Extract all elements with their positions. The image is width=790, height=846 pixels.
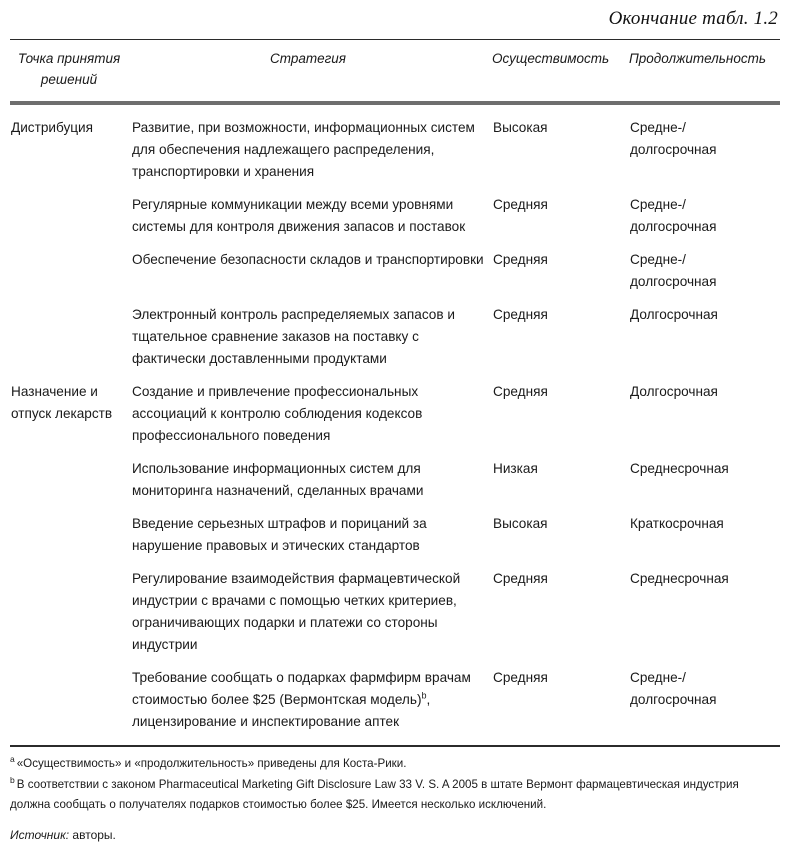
cell-decision-point: Дистрибуция xyxy=(11,119,94,135)
table-row xyxy=(10,370,780,447)
cell-decision-point xyxy=(10,557,132,656)
column-header-feasibility: Осуществимость xyxy=(492,51,610,66)
table-row xyxy=(10,502,780,557)
cell-strategy-text-tail: , лицензирование и инспектирование аптек xyxy=(132,692,431,730)
footnote-marker-a: a xyxy=(10,754,15,765)
cell-duration: Среднесрочная xyxy=(630,461,729,477)
cell-decision-point xyxy=(10,238,132,293)
cell-strategy: Введение серьезных штрафов и порицаний за нарушение правовых и этических стандартов xyxy=(132,516,427,554)
footnotes-section xyxy=(10,747,780,845)
cell-feasibility: Средняя xyxy=(493,571,548,587)
cell-strategy-text-main: Требование сообщать о подарках фармфирм врачам стоимостью более $25 (Вермонтская модель) xyxy=(132,670,471,708)
footnote-b xyxy=(10,775,780,815)
cell-feasibility: Средняя xyxy=(493,251,548,267)
footnote-a xyxy=(10,754,780,774)
strategy-table xyxy=(10,40,780,101)
strategy-table-body xyxy=(10,105,780,733)
table-row xyxy=(10,293,780,370)
table-row xyxy=(10,656,780,733)
cell-duration: Краткосрочная xyxy=(630,516,724,532)
footnote-a-text: «Осуществимость» и «продолжительность» приведены для Коста-Рики. xyxy=(16,757,407,771)
cell-duration: Среднесрочная xyxy=(630,571,729,587)
cell-duration: Средне-/долгосрочная xyxy=(630,251,717,289)
cell-feasibility: Средняя xyxy=(493,306,548,322)
footnote-b-text: В соответствии с законом Pharmaceutical Marketing Gift Disclosure Law 33 V. S. A 2005 в штате Вермонт фармацевтическая индустрия должна сообщать о получателях подарков стоимостью более $25. Имеется несколько исключений. xyxy=(10,778,739,812)
cell-feasibility: Высокая xyxy=(493,119,548,135)
cell-decision-point xyxy=(10,183,132,238)
source-label: Источник: xyxy=(10,828,70,843)
cell-feasibility: Средняя xyxy=(493,670,548,686)
table-row xyxy=(10,447,780,502)
cell-decision-point xyxy=(10,502,132,557)
table-row xyxy=(10,105,780,183)
table-header-row xyxy=(10,40,780,101)
cell-decision-point xyxy=(10,293,132,370)
table-row xyxy=(10,238,780,293)
cell-feasibility: Средняя xyxy=(493,384,548,399)
cell-strategy: Развитие, при возможности, информационных систем для обеспечения надлежащего распределения, транспортировки и хранения xyxy=(132,119,475,179)
cell-feasibility: Высокая xyxy=(493,516,548,532)
cell-strategy: Использование информационных систем для мониторинга назначений, сделанных врачами xyxy=(132,461,424,499)
table-row xyxy=(10,183,780,238)
cell-strategy: Регулирование взаимодействия фармацевтической индустрии с врачами с помощью четких критериев, ограничивающих подарки и платежи со стороны индустрии xyxy=(132,571,461,653)
cell-duration: Средне-/долгосрочная xyxy=(630,119,717,157)
cell-strategy: Создание и привлечение профессиональных ассоциаций к контролю соблюдения кодексов профессионального поведения xyxy=(132,384,423,444)
cell-strategy: Регулярные коммуникации между всеми уровнями системы для контроля движения запасов и поставок xyxy=(132,196,466,234)
column-header-decision-point: Точка принятия решений xyxy=(17,51,121,87)
footnote-marker-b: b xyxy=(10,775,15,786)
column-header-duration: Продолжительность xyxy=(629,51,766,66)
cell-feasibility: Средняя xyxy=(493,196,548,212)
cell-decision-point xyxy=(10,447,132,502)
table-row xyxy=(10,557,780,656)
cell-duration: Долгосрочная xyxy=(630,384,718,399)
cell-duration: Средне-/долгосрочная xyxy=(630,196,717,234)
cell-strategy: Электронный контроль распределяемых запасов и тщательное сравнение заказов на поставку с фактически доставленными продуктами xyxy=(132,306,455,366)
cell-duration: Долгосрочная xyxy=(630,306,718,322)
cell-decision-point xyxy=(10,656,132,733)
source-value: авторы. xyxy=(72,828,116,843)
cell-strategy: Обеспечение безопасности складов и транспортировки xyxy=(132,251,484,267)
cell-duration: Средне-/долгосрочная xyxy=(630,670,717,708)
table-header xyxy=(10,40,780,101)
cell-strategy xyxy=(132,656,492,733)
column-header-strategy: Стратегия xyxy=(270,51,346,66)
footnote-ref-b: b xyxy=(421,690,427,701)
table-body xyxy=(10,105,780,733)
cell-feasibility: Низкая xyxy=(493,461,538,477)
cell-decision-point: Назначение и отпуск лекарств xyxy=(11,384,113,422)
source-line xyxy=(10,825,780,846)
table-caption: Окончание табл. 1.2 xyxy=(608,8,778,29)
